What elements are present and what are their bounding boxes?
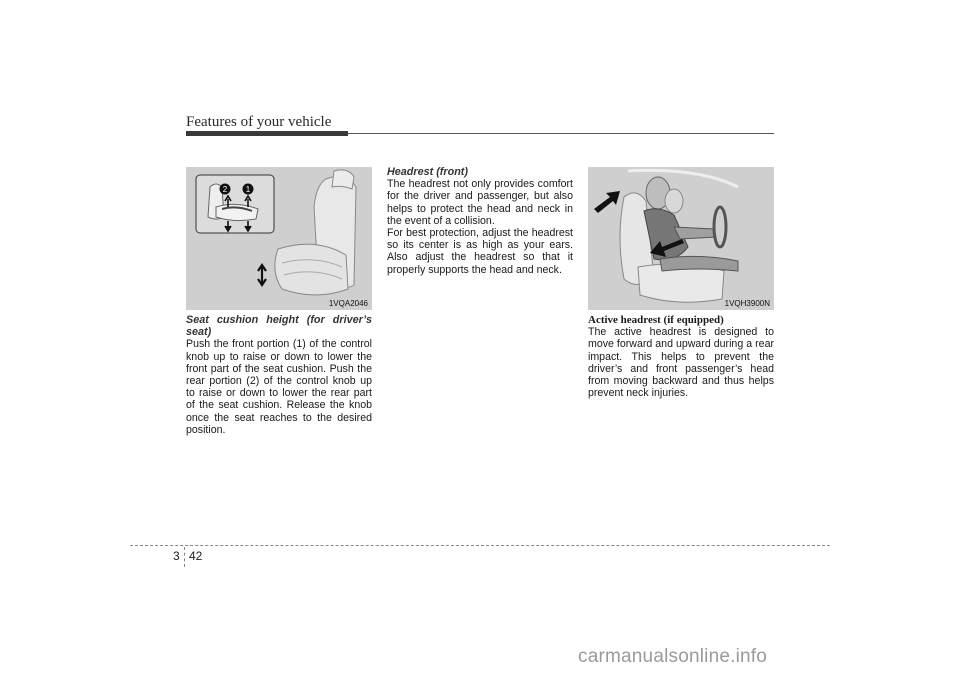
headrest-front-heading: Headrest (front)	[387, 166, 468, 178]
svg-text:1: 1	[245, 185, 251, 194]
knob-label-2-icon	[219, 183, 231, 195]
headrest-front-section	[387, 166, 573, 276]
footer-chapter-number: 3	[173, 549, 180, 563]
headrest-front-body-2: For best protection, adjust the headrest so its center is as high as your ears. Also adjust the headrest so that it properly supports the head and neck.	[387, 227, 573, 276]
knob-label-1-icon	[242, 183, 254, 195]
seat-illustration	[186, 167, 372, 310]
svg-text:2: 2	[222, 185, 228, 194]
active-headrest-section	[588, 314, 774, 399]
headrest-front-body-1: The headrest not only provides comfort for the driver and passenger, but also helps to protect the head and neck in the event of a collision.	[387, 178, 573, 227]
headrest-illustration	[588, 167, 774, 310]
header-rule-thin	[348, 133, 774, 134]
seat-cushion-heading: Seat cushion height (for driver’s seat)	[186, 314, 372, 339]
page-header-title: Features of your vehicle	[186, 114, 332, 130]
footer-page-number: 42	[189, 549, 203, 563]
active-headrest-heading: Active headrest (if equipped)	[588, 314, 724, 326]
active-headrest-figure	[588, 167, 774, 310]
headrest-figure-code: 1VQH3900N	[724, 299, 770, 308]
active-headrest-body: The active headrest is designed to move forward and upward during a rear impact. This helps to prevent the driver’s and front passenger’s head from moving backward and thus helps prevent neck injuries.	[588, 326, 774, 400]
seat-cushion-body: Push the front portion (1) of the control knob up to raise or down to lower the front part of the seat cushion. Push the rear portion (2) of the control knob up to raise or down to lower the rear part of the seat cushion. Release the knob once the seat reaches to the desired position.	[186, 338, 372, 436]
seat-cushion-section	[186, 314, 372, 436]
footer-separator	[184, 547, 185, 567]
watermark-text: carmanualsonline.info	[578, 646, 768, 667]
seat-cushion-figure	[186, 167, 372, 310]
seat-figure-code: 1VQA2046	[328, 299, 368, 308]
footer-rule	[130, 545, 830, 546]
header-rule-thick	[186, 131, 348, 136]
